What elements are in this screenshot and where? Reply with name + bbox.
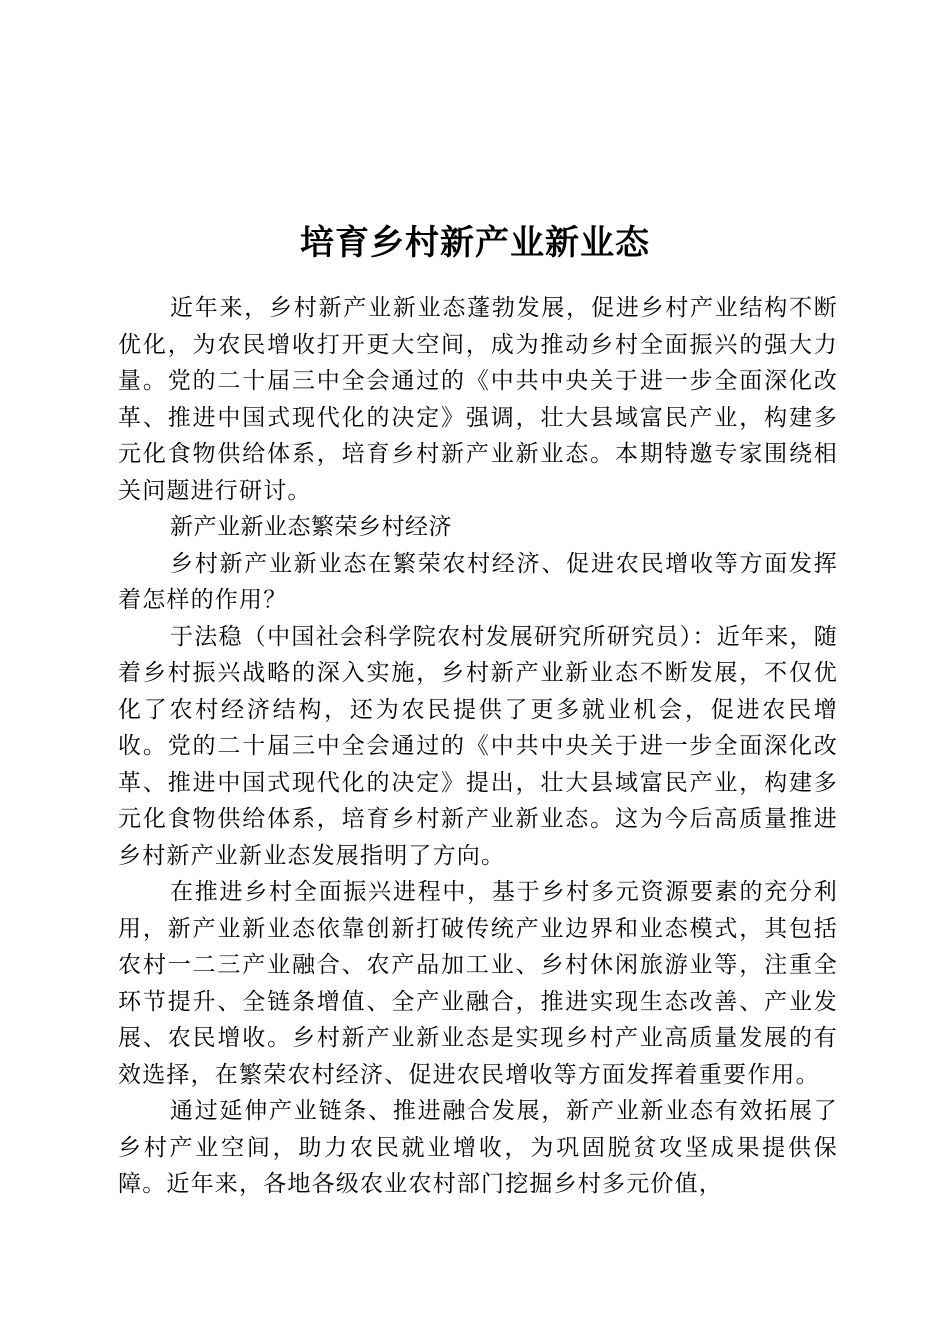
section-heading: 新产业新业态繁荣乡村经济 [170,514,452,540]
intro-paragraph: 近年来，乡村新产业新业态蓬勃发展，促进乡村产业结构不断优化，为农民增收打开更大空间，成为推动乡村全面振兴的强大力量。党的二十届三中全会通过的《中共中央关于进一步全面深化改革、推进中国式现代化的决定》强调，壮大县域富民产业，构建多元化食物供给体系，培育乡村新产业新业态。本期特邀专家围绕相关问题进行研讨。 [118,295,838,504]
question-paragraph: 乡村新产业新业态在繁荣农村经济、促进农民增收等方面发挥着怎样的作用？ [118,550,838,613]
article-title: 培育乡村新产业新业态 [300,222,650,263]
article-body [118,290,838,1203]
answer-paragraph-3: 通过延伸产业链条、推进融合发展，新产业新业态有效拓展了乡村产业空间，助力农民就业增收，为巩固脱贫攻坚成果提供保障。近年来，各地各级农业农村部门挖掘乡村多元价值， [118,1098,838,1197]
answer-paragraph-2: 在推进乡村全面振兴进程中，基于乡村多元资源要素的充分利用，新产业新业态依靠创新打破传统产业边界和业态模式，其包括农村一二三产业融合、农产品加工业、乡村休闲旅游业等，注重全环节提升、全链条增值、全产业融合，推进实现生态改善、产业发展、农民增收。乡村新产业新业态是实现乡村产业高质量发展的有效选择，在繁荣农村经济、促进农民增收等方面发挥着重要作用。 [118,879,838,1088]
answer-paragraph-1: 于法稳（中国社会科学院农村发展研究所研究员）：近年来，随着乡村振兴战略的深入实施，乡村新产业新业态不断发展，不仅优化了农村经济结构，还为农民提供了更多就业机会，促进农民增收。党的二十届三中全会通过的《中共中央关于进一步全面深化改革、推进中国式现代化的决定》提出，壮大县域富民产业，构建多元化食物供给体系，培育乡村新产业新业态。这为今后高质量推进乡村新产业新业态发展指明了方向。 [118,623,838,869]
